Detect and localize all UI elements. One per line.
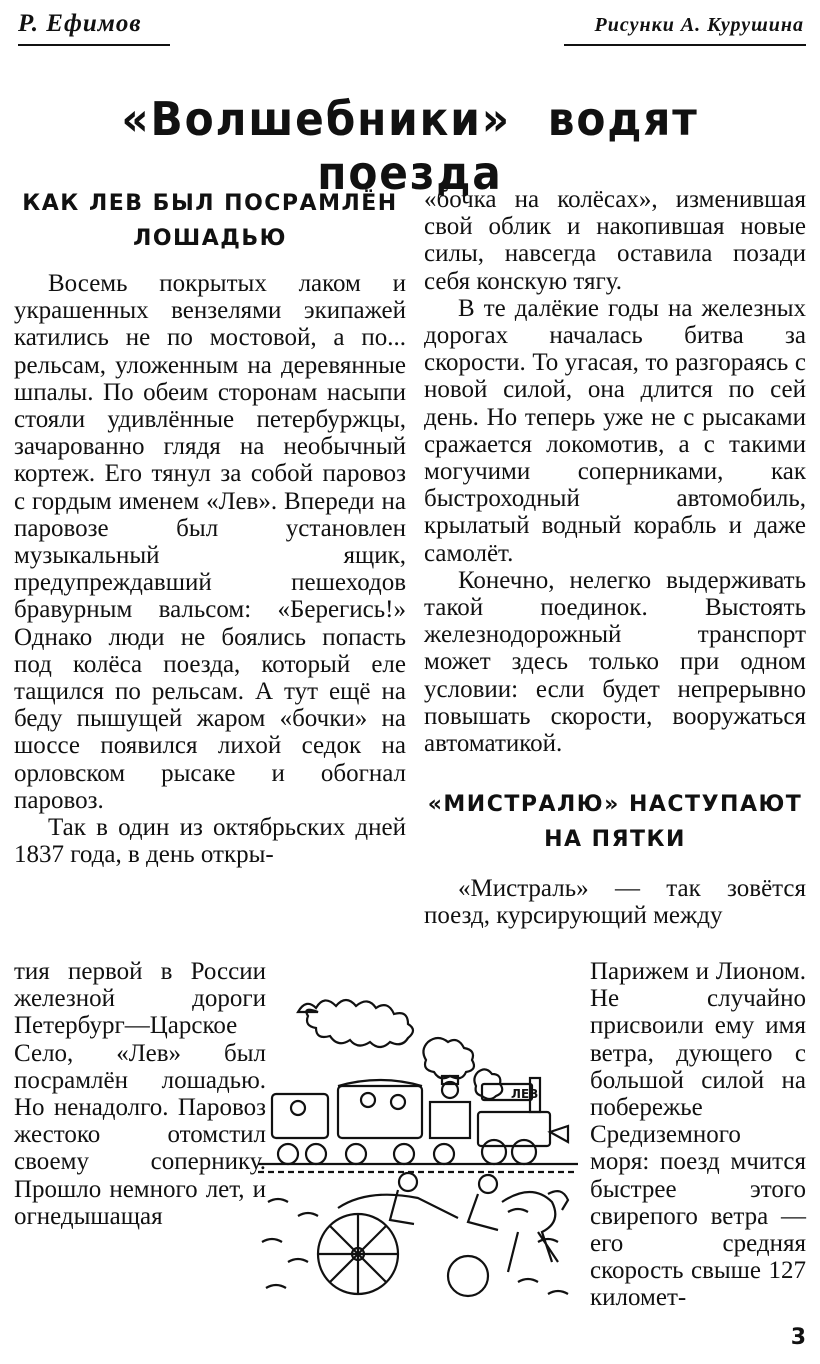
article-title: «Волшебники» водят поезда (121, 92, 699, 200)
left-wrap-text (14, 958, 266, 1230)
engine-nameplate: ЛЕВ (511, 1087, 539, 1101)
header-rule-left (18, 44, 170, 46)
author-name: Р. Ефимов (18, 10, 142, 37)
section2-heading: «МИСТРАЛЮ» НАСТУПАЮТ НА ПЯТКИ (427, 792, 803, 853)
section2-wrap-paragraph: Парижем и Лионом. Не случайно присвоили ему имя ветра, дующего с большой силой на побережье Средиземного моря: поезд мчится быстрее этого свирепого ветра — его средняя скорость свыше 127 километ- (590, 958, 806, 1312)
right-column (424, 186, 806, 930)
right-paragraph-2: В те далёкие годы на железных дорогах началась битва за скорости. То угасая, то разгораясь с новой силой, она длится по сей день. Но теперь уже не с рысаками сражается локомотив, а с такими могучими соперниками, как быстроходный автомобиль, крылатый водный корабль и даже самолёт. (424, 294, 806, 567)
section1-heading: КАК ЛЕВ БЫЛ ПОСРАМЛЁН ЛОШАДЬЮ (22, 191, 398, 251)
page-header (14, 6, 806, 42)
right-paragraph-1: «бочка на колёсах», изменившая свой облик и накопившая новые силы, навсегда оставила позади себя конскую тягу. (424, 186, 806, 295)
right-paragraph-3: Конечно, нелегко выдерживать такой поединок. Выстоять железнодорожный транспорт может здесь только при одном условии: если будет непрерывно повышать скорости, вооружаться автоматикой. (424, 566, 806, 758)
right-wrap-text (590, 958, 806, 1312)
section1-paragraph-1: Восемь покрытых лаком и украшенных вензелями экипажей катились не по мостовой, а по... рельсам, уложенным на деревянные шпалы. По обеим сторонам насыпи стояли удивлённые петербуржцы, зачарованно глядя на необычный кортеж. Его тянул за собой паровоз с гордым именем «Лев». Впереди на паровозе был установлен музыкальный ящик, предупреждавший пешеходов бравурным вальсом: «Берегись!» Однако люди не боялись попасть под колёса поезда, который еле тащился по рельсам. А тут ещё на беду пышущей жаром «бочки» на шоссе появился лихой седок на орловском рысаке и обогнал паровоз. (14, 270, 406, 814)
illustrator-credit: Рисунки А. Курушина (594, 14, 804, 36)
section1-paragraph-2: Так в один из октябрьских дней 1837 года, в день откры- (14, 814, 406, 869)
train-and-horse-illustration (258, 982, 578, 1310)
page-number: 3 (790, 1325, 806, 1350)
section2-paragraph-1: «Мистраль» — так зовётся поезд, курсирующий между (424, 875, 806, 930)
section1-wrap-paragraph: тия первой в России железной дороги Петербург—Царское Село, «Лев» был посрамлён лошадью. Но ненадолго. Паровоз жестоко отомстил своему сопернику. Прошло немного лет, и огнедышащая (14, 958, 266, 1230)
left-column (14, 186, 406, 868)
header-rule-right (564, 44, 806, 46)
